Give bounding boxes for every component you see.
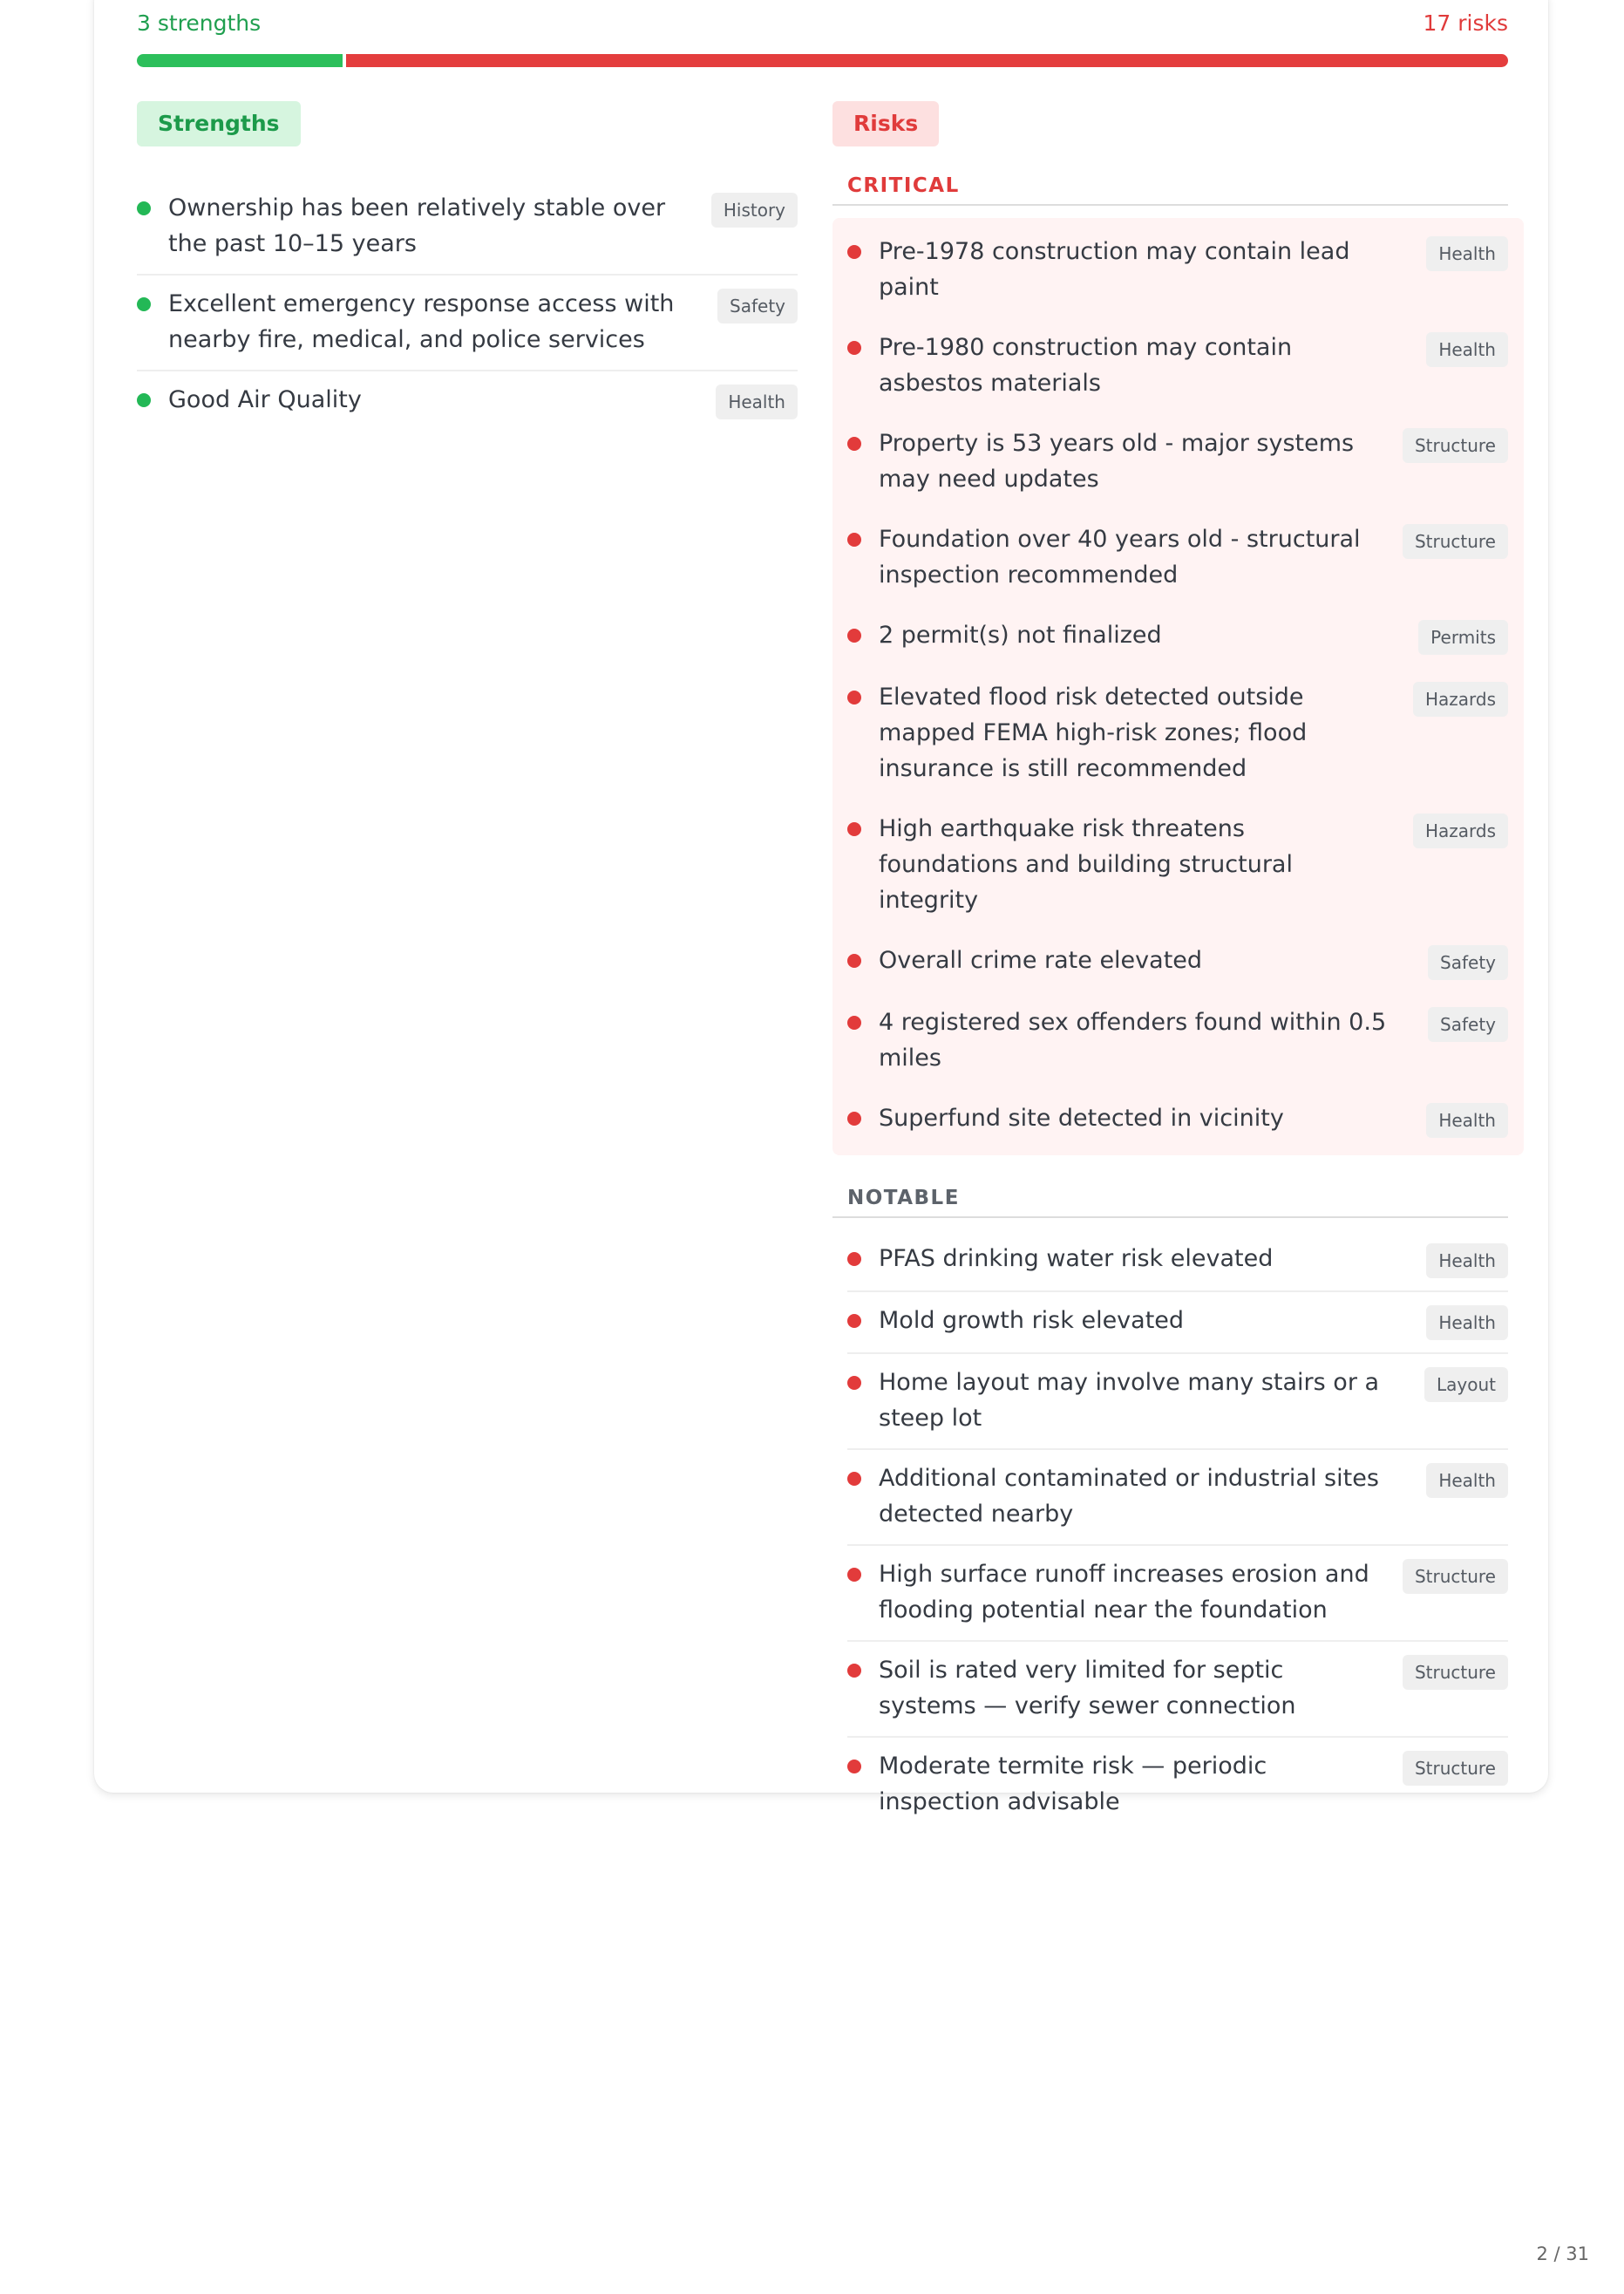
category-tag: History [711,193,798,228]
notable-risk-item [847,1738,1508,1832]
item-text: Elevated flood risk detected outside mapped FEMA high-risk zones; flood insurance is still recommended [879,683,1308,782]
category-tag: Hazards [1413,813,1508,848]
bullet-dot-icon [847,1016,861,1030]
bullet-dot-icon [847,1314,861,1328]
critical-risk-list [832,218,1524,1155]
bullet-dot-icon [847,1568,861,1582]
category-tag: Health [1426,1103,1508,1138]
item-text: Foundation over 40 years old - structural inspection recommended [879,525,1361,589]
bullet-dot-icon [847,1664,861,1678]
bullet-dot-icon [847,1252,861,1266]
bullet-dot-icon [847,1376,861,1390]
strengths-column [137,101,798,432]
bullet-dot-icon [847,1760,861,1773]
bullet-dot-icon [137,297,151,311]
notable-risk-item [847,1354,1508,1450]
critical-risk-item [832,607,1524,669]
strengths-count: 3 strengths [137,10,262,36]
bullet-dot-icon [847,245,861,259]
critical-risk-item [832,1090,1524,1152]
bullet-dot-icon [847,1112,861,1126]
critical-section-title: CRITICAL [832,174,1508,206]
category-tag: Structure [1403,428,1508,463]
category-tag: Health [1426,1243,1508,1278]
risks-heading: Risks [832,101,939,146]
item-text: Property is 53 years old - major systems may need updates [879,429,1355,493]
bullet-dot-icon [847,629,861,643]
notable-risk-item [847,1230,1508,1292]
bullet-dot-icon [847,1472,861,1486]
risks-count: 17 risks [1423,10,1508,36]
category-tag: Structure [1403,1559,1508,1594]
risks-column [832,101,1524,1832]
strengths-list [137,180,798,432]
notable-risk-list [832,1230,1524,1832]
notable-risk-item [847,1642,1508,1738]
bullet-dot-icon [137,201,151,215]
bullet-dot-icon [847,954,861,968]
item-text: 2 permit(s) not finalized [879,621,1162,649]
page-indicator: 2 / 31 [1536,2243,1589,2264]
category-tag: Health [1426,332,1508,367]
strength-item [137,180,798,276]
critical-risk-item [832,223,1524,319]
category-tag: Safety [1428,945,1508,980]
notable-risk-item [847,1450,1508,1546]
item-text: Mold growth risk elevated [879,1306,1185,1334]
category-tag: Health [1426,1305,1508,1340]
item-text: PFAS drinking water risk elevated [879,1244,1274,1272]
critical-risk-item [832,511,1524,607]
bullet-dot-icon [847,341,861,355]
critical-risk-item [832,669,1524,800]
strengths-heading: Strengths [137,101,301,146]
category-tag: Safety [1428,1007,1508,1042]
item-text: 4 registered sex offenders found within 0.5 miles [879,1008,1387,1072]
bullet-dot-icon [137,393,151,407]
critical-risk-item [832,994,1524,1090]
category-tag: Structure [1403,524,1508,559]
category-tag: Safety [717,289,798,323]
item-text: High surface runoff increases erosion and flooding potential near the foundation [879,1560,1369,1623]
bullet-dot-icon [847,533,861,547]
item-text: Excellent emergency response access with nearby fire, medical, and police services [168,289,675,353]
category-tag: Permits [1418,620,1508,655]
bullet-dot-icon [847,822,861,836]
critical-risk-item [832,319,1524,415]
category-tag: Health [1426,236,1508,271]
item-text: Good Air Quality [168,385,362,413]
risk-bar-segment [346,54,1508,67]
strength-risk-ratio-bar [137,54,1508,67]
strength-item [137,371,798,432]
critical-risk-item [832,415,1524,511]
critical-risk-item [832,800,1524,932]
item-text: Moderate termite risk — periodic inspection advisable [879,1752,1267,1815]
item-text: Ownership has been relatively stable over the past 10–15 years [168,194,666,257]
item-text: Pre-1978 construction may contain lead paint [879,237,1350,301]
item-text: Home layout may involve many stairs or a steep lot [879,1368,1380,1432]
critical-risk-item [832,932,1524,994]
item-text: Soil is rated very limited for septic systems — verify sewer connection [879,1656,1296,1719]
bullet-dot-icon [847,691,861,705]
strength-item [137,276,798,371]
notable-section-title: NOTABLE [832,1187,1508,1218]
category-tag: Structure [1403,1751,1508,1786]
item-text: High earthquake risk threatens foundations and building structural integrity [879,814,1293,914]
item-text: Additional contaminated or industrial sites detected nearby [879,1464,1379,1528]
category-tag: Layout [1424,1367,1508,1402]
item-text: Overall crime rate elevated [879,946,1203,974]
notable-risk-item [847,1292,1508,1354]
category-tag: Hazards [1413,682,1508,717]
bullet-dot-icon [847,437,861,451]
strength-bar-segment [137,54,343,67]
category-tag: Structure [1403,1655,1508,1690]
item-text: Pre-1980 construction may contain asbestos materials [879,333,1293,397]
item-text: Superfund site detected in vicinity [879,1104,1284,1132]
category-tag: Health [1426,1463,1508,1498]
category-tag: Health [716,385,798,419]
notable-risk-item [847,1546,1508,1642]
